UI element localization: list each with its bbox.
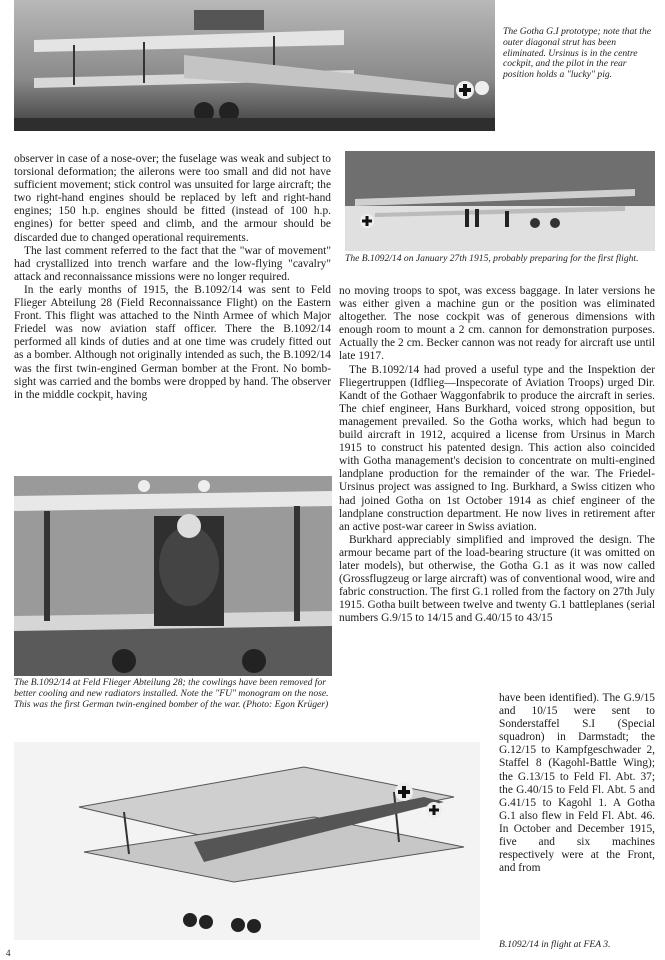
bottom-right-column xyxy=(499,692,655,875)
photo-fea28 xyxy=(14,476,332,676)
caption-bottom: B.1092/14 in flight at FEA 3. xyxy=(499,939,611,950)
right-column xyxy=(339,285,655,625)
paragraph: Burkhard appreciably simplified and improved the design. The armour became part of the load-bearing structure (it was omitted on later models), but otherwise, the Gotha G.1 as it was now called (Grossflugzeug or large aircraft) was of conventional wood, wire and fabric construction. The first G.1 rolled from the factory on 27th July 1915. Gotha built between twelve and twenty G.1 battleplanes (serial numbers G.9/15 to 14/15 and G.40/15 to 43/15 xyxy=(339,533,655,625)
photo-gotha-prototype xyxy=(14,0,495,131)
paragraph: have been identified). The G.9/15 and 10/15 were sent to Sonderstaffel S.I (Special squadron) in Darmstadt; the G.12/15 to Kampfgeschwader 2, Staffel 8 (Kagohl-Battle Wing); the G.13/15 to Feld Fl. Abt. 37; the G.40/15 to Feld Fl. Abt. 5 and G.41/15 to Kagohl 1. A Gotha G.1 also flew in Feld Fl. Abt. 46. In October and December 1915, five and six machines respectively were at the Front, and from xyxy=(499,692,655,875)
photo-in-flight xyxy=(14,742,480,940)
caption-mid-right: The B.1092/14 on January 27th 1915, probably preparing for the first flight. xyxy=(345,253,639,264)
paragraph: The B.1092/14 had proved a useful type and the Inspektion der Fliegertruppen (Idflieg—Inspecorate of Aviation Troops) urged Dir. Kandt of the Gothaer Waggonfabrik to produce the aircraft in series. The chief engineer, Hans Burkhard, voiced strong opposition, but management prevailed. So the Gotha works, which had begun to build aircraft in 1912, acquired a license from Ursinus in March 1915 to construct his patented design. This action also coincided with Gotha management's decision to concentrate on multi-engined landplane production for the remainder of the war. The Friedel-Ursinus project was assigned to Ing. Burkhard, a Swiss citizen who had joined Gotha on 1st October 1914 as chief engineer of the landplane construction department. He now lives in retirement after an active post-war career in Swiss aviation. xyxy=(339,363,655,533)
photo-first-flight xyxy=(345,151,655,251)
paragraph: The last comment referred to the fact that the "war of movement" had crystallized into trench warfare and the low-flying "cavalry" attack and reconnaissance missions were no longer required. xyxy=(14,244,331,283)
paragraph: observer in case of a nose-over; the fuselage was weak and subject to torsional deformation; the ailerons were too small and did not have sufficient movement; stick control was unsuited for large aircraft; the two right-hand engines should be replaced by left and right-hand engines; 150 h.p. engines should be fitted (instead of 100 h.p. engines) for better speed and climb, and the armour should be discarded due to changed operational requirements. xyxy=(14,153,331,244)
left-column xyxy=(14,153,331,402)
paragraph: In the early months of 1915, the B.1092/14 was sent to Feld Flieger Abteilung 28 (Field Reconnaissance Flight) on the Eastern Front. This flight was attached to the Ninth Armee of which Major Friedel was now aviation staff officer. There the B.1092/14 performed all kinds of duties and at one time was crudely fitted out as a bomber. Although not originally intended as such, the B.1092/14 was the first twin-engined German bomber at the Front. No bomb-sight was carried and the bombs were dropped by hand. The observer in the middle cockpit, having xyxy=(14,283,331,401)
caption-left-photo: The B.1092/14 at Feld Flieger Abteilung 28; the cowlings have been removed for better cooling and new radiators installed. Note the "FU" monogram on the nose. This was the first German twin-engined bomber of the war. (Photo: Egon Krüger) xyxy=(14,677,329,710)
caption-top-right: The Gotha G.I prototype; note that the outer diagonal strut has been eliminated. Ursinus is in the centre cockpit, and the pilot in the rear position holds a "lucky" pig. xyxy=(503,26,652,81)
page-number: 4 xyxy=(6,948,11,958)
paragraph: no moving troops to spot, was excess baggage. In later versions he was either given a machine gun or the position was eliminated altogether. The nose cockpit was of generous dimensions with enough room to mount a 2 cm. cannon for demonstration purposes. Actually the 2 cm. Becker cannon was not ready for aircraft use until late 1917. xyxy=(339,285,655,363)
